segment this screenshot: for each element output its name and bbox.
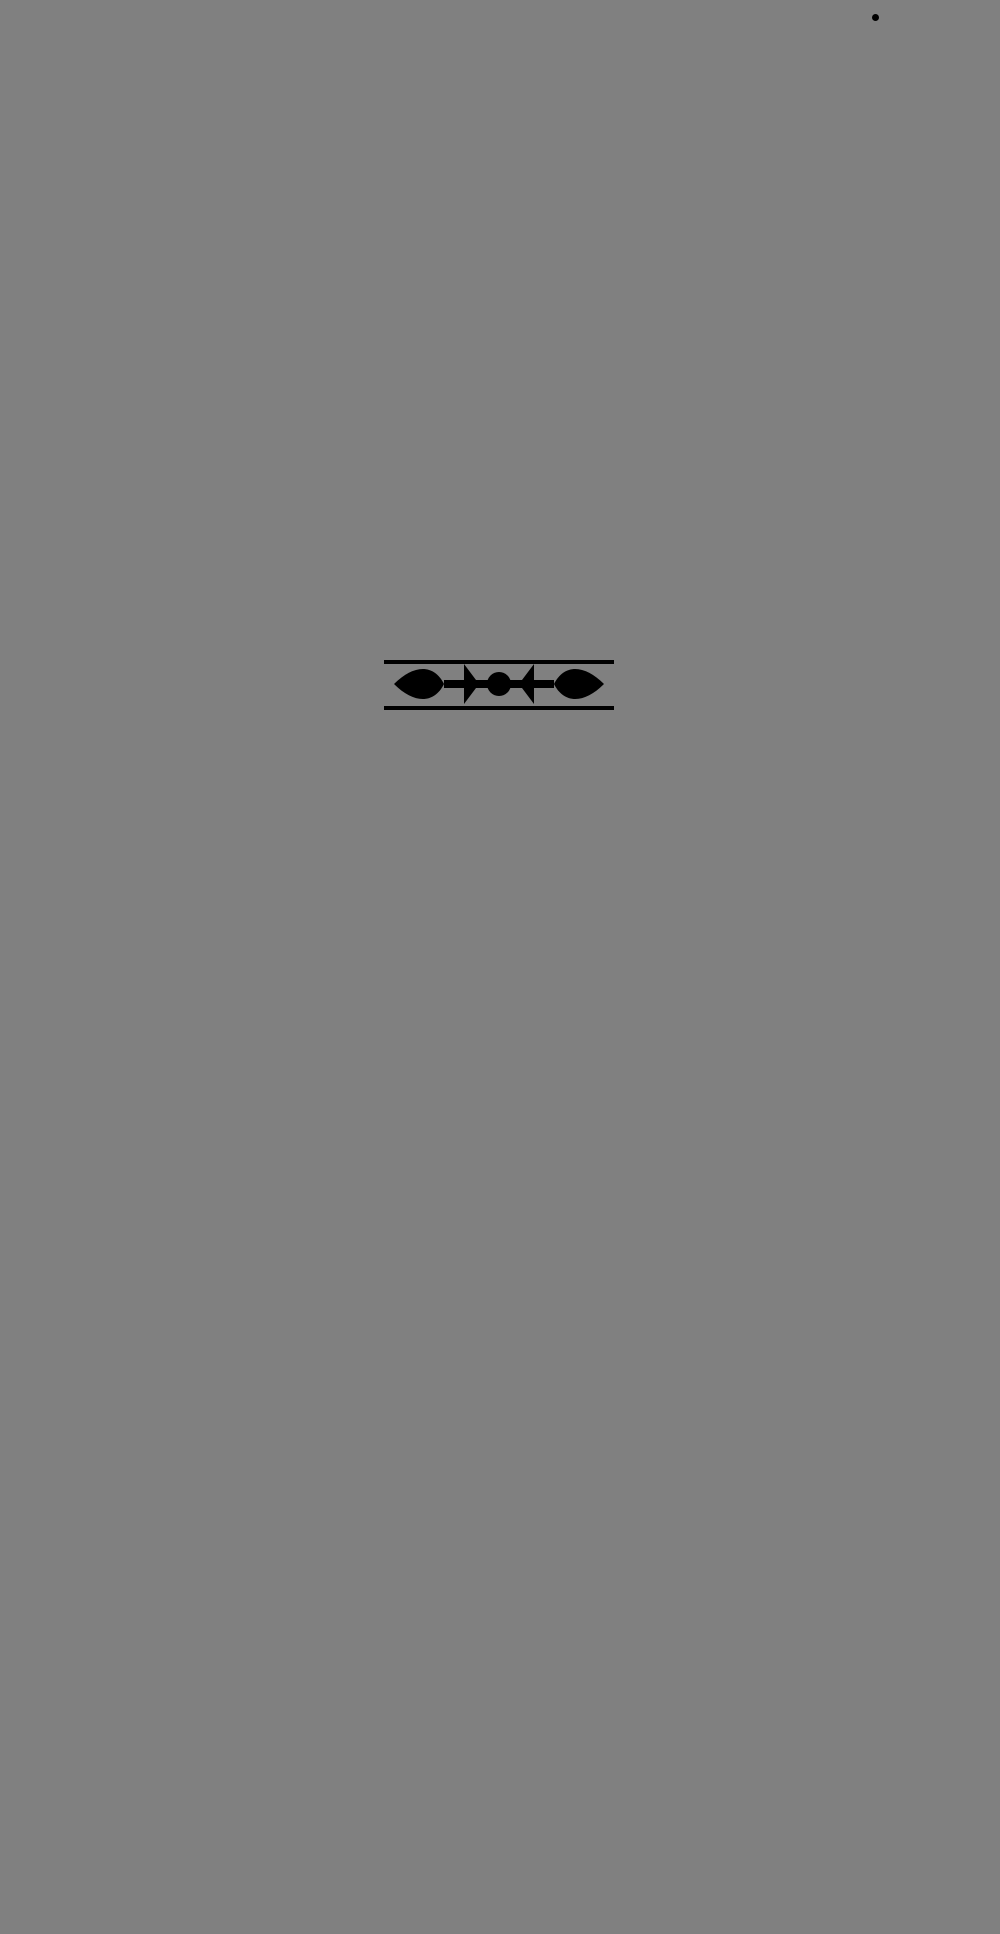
ornament-divider	[384, 654, 614, 714]
ink-speck	[872, 14, 879, 21]
